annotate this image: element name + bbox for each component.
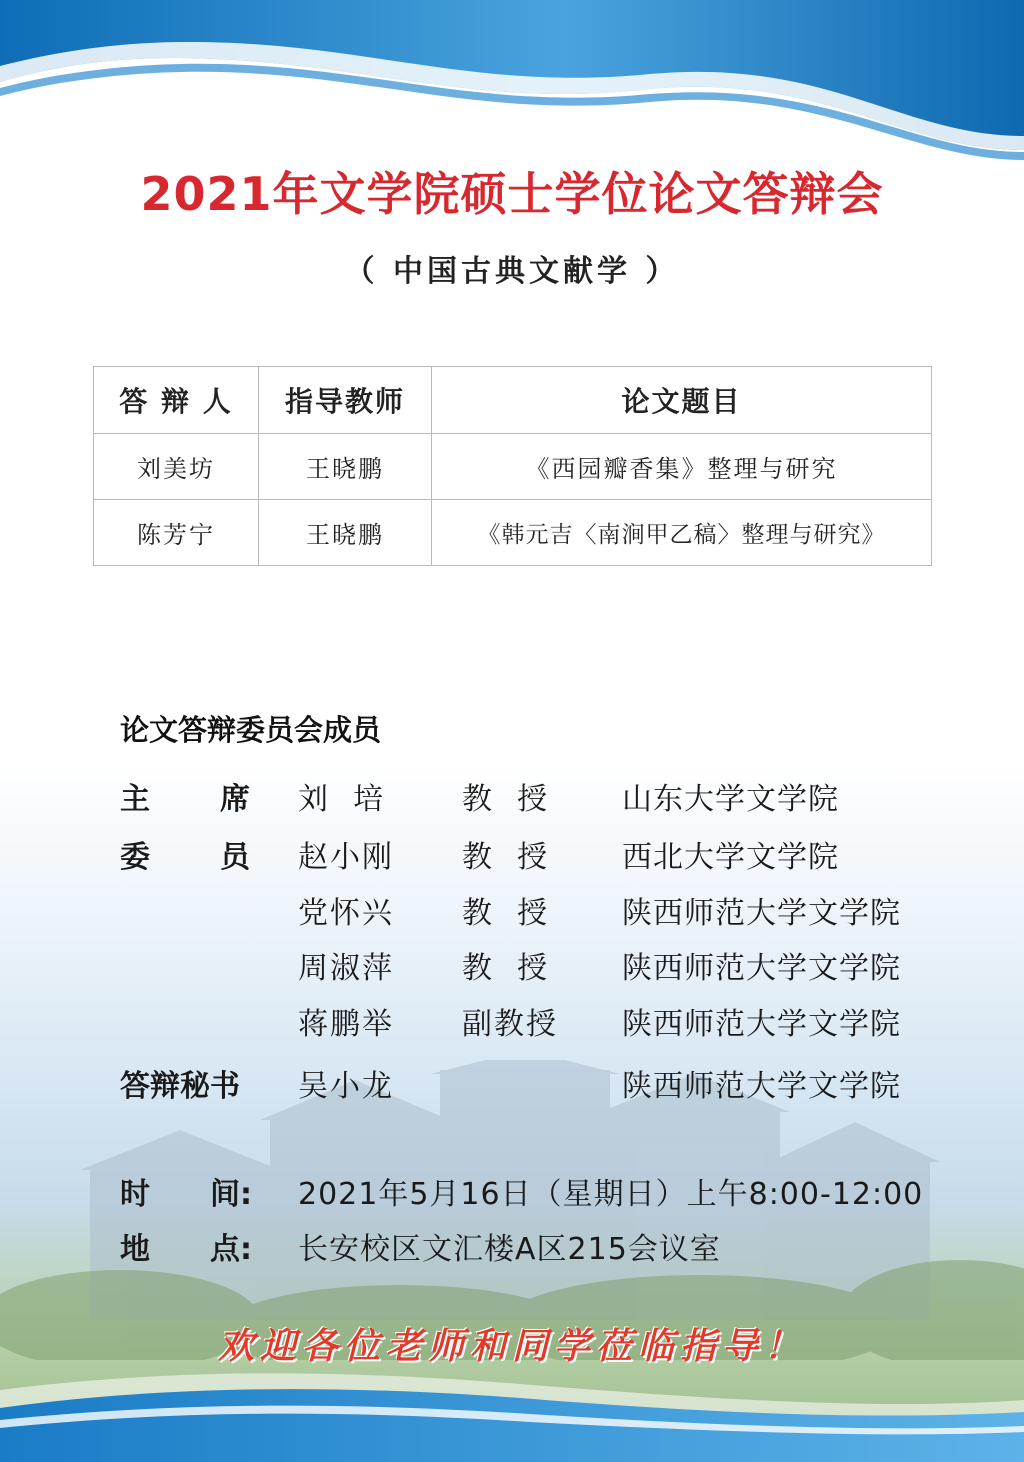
committee-chair-row [0, 774, 1024, 817]
place-label-part: 点: [210, 1232, 252, 1267]
place-value: 长安校区文汇楼A区215会议室 [298, 1232, 721, 1267]
role-label-part: 主 [120, 782, 150, 817]
thesis-title: 《韩元吉〈南涧甲乙稿〉整理与研究》 [431, 500, 931, 566]
member-org: 陕西师范大学文学院 [622, 1007, 901, 1042]
student-name: 刘美坊 [94, 434, 259, 500]
member-rank: 教 授 [462, 782, 550, 817]
member-name: 赵小刚 [298, 840, 394, 875]
thesis-title: 《西园瓣香集》整理与研究 [431, 434, 931, 500]
header-student: 答 辩 人 [94, 367, 259, 434]
top-wave-decoration [0, 0, 1024, 160]
time-label [120, 1169, 252, 1213]
role-label-part: 席 [220, 782, 250, 817]
role-label [120, 774, 250, 818]
place-label [120, 1224, 252, 1268]
time-row [0, 1169, 1024, 1212]
table-row [94, 500, 932, 566]
committee-member-row [0, 888, 1024, 931]
role-label-part: 员 [220, 840, 250, 875]
committee-member-row [0, 943, 1024, 986]
member-name: 蒋鹏举 [298, 1007, 394, 1042]
member-org: 陕西师范大学文学院 [622, 896, 901, 931]
page-subtitle: （ 中国古典文献学 ） [344, 254, 680, 289]
member-rank: 教 授 [462, 840, 550, 875]
header-thesis-title: 论文题目 [431, 367, 931, 434]
member-org: 山东大学文学院 [622, 782, 839, 817]
member-rank: 教 授 [462, 951, 550, 986]
advisor-name: 王晓鹏 [259, 434, 432, 500]
member-name: 吴小龙 [298, 1069, 394, 1104]
student-name: 陈芳宁 [94, 500, 259, 566]
place-row [0, 1224, 1024, 1267]
time-label-part: 间: [210, 1177, 252, 1212]
table-row [94, 434, 932, 500]
committee-title: 论文答辩委员会成员 [120, 713, 382, 747]
time-label-part: 时 [120, 1177, 150, 1212]
member-name: 周淑萍 [298, 951, 394, 986]
role-label-part: 委 [120, 840, 150, 875]
member-org: 西北大学文学院 [622, 840, 839, 875]
member-org: 陕西师范大学文学院 [622, 951, 901, 986]
thesis-table [93, 366, 932, 566]
page-title: 2021年文学院硕士学位论文答辩会 [140, 167, 884, 221]
member-rank: 教 授 [462, 896, 550, 931]
committee-member-row [0, 999, 1024, 1042]
committee-secretary-row [0, 1061, 1024, 1104]
member-name: 刘 培 [298, 782, 386, 817]
header-advisor: 指导教师 [259, 367, 432, 434]
place-label-part: 地 [120, 1232, 150, 1267]
welcome-message: 欢迎各位老师和同学莅临指导！ [217, 1326, 806, 1367]
time-value: 2021年5月16日（星期日）上午8:00-12:00 [298, 1177, 924, 1212]
member-name: 党怀兴 [298, 896, 394, 931]
advisor-name: 王晓鹏 [259, 500, 432, 566]
bottom-wave-decoration [0, 1360, 1024, 1462]
member-org: 陕西师范大学文学院 [622, 1069, 901, 1104]
role-label [120, 832, 250, 876]
table-header-row [94, 367, 932, 434]
committee-member-row [0, 832, 1024, 875]
role-label: 答辩秘书 [120, 1069, 240, 1104]
member-rank: 副教授 [462, 1007, 558, 1042]
